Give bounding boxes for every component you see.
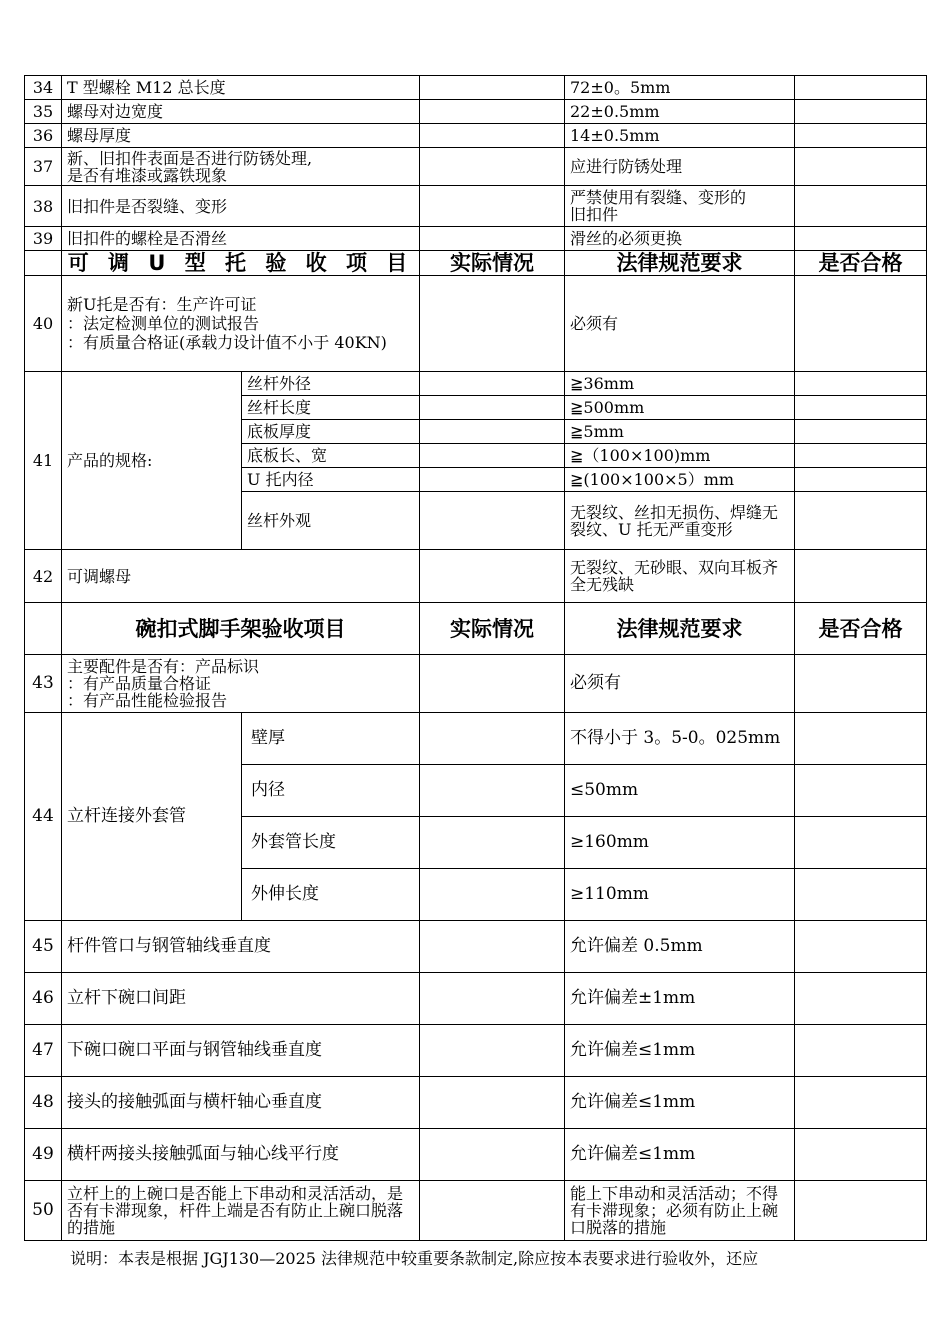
requirement-cell: 必须有 <box>565 655 795 713</box>
pass-cell[interactable] <box>795 372 927 396</box>
pass-cell[interactable] <box>795 148 927 186</box>
actual-cell[interactable] <box>420 765 565 817</box>
pass-cell[interactable] <box>795 276 927 372</box>
header-actual: 实际情况 <box>420 603 565 655</box>
row-number: 45 <box>25 921 62 973</box>
requirement-cell: 必须有 <box>565 276 795 372</box>
table-row <box>25 1181 927 1241</box>
row-number: 42 <box>25 550 62 603</box>
actual-cell[interactable] <box>420 921 565 973</box>
actual-cell[interactable] <box>420 655 565 713</box>
requirement-cell: 14±0.5mm <box>565 124 795 148</box>
actual-cell[interactable] <box>420 186 565 227</box>
item-cell: 立杆上的上碗口是否能上下串动和灵活活动，是否有卡滞现象，杆件上端是否有防止上碗口脱落的措施 <box>62 1181 420 1241</box>
table-row <box>25 550 927 603</box>
sub-item-cell: 外伸长度 <box>242 869 420 921</box>
pass-cell[interactable] <box>795 1129 927 1181</box>
row-number: 49 <box>25 1129 62 1181</box>
pass-cell[interactable] <box>795 973 927 1025</box>
row-number: 34 <box>25 76 62 100</box>
section-header-row <box>25 603 927 655</box>
item-cell: 螺母厚度 <box>62 124 420 148</box>
table-row <box>25 1129 927 1181</box>
sub-item-cell: 壁厚 <box>242 713 420 765</box>
pass-cell[interactable] <box>795 468 927 492</box>
table-row <box>25 372 927 396</box>
row-number: 46 <box>25 973 62 1025</box>
acceptance-table <box>24 75 927 1241</box>
requirement-cell: ≤50mm <box>565 765 795 817</box>
table-row <box>25 100 927 124</box>
row-number: 47 <box>25 1025 62 1077</box>
pass-cell[interactable] <box>795 817 927 869</box>
header-pass: 是否合格 <box>795 251 927 276</box>
actual-cell[interactable] <box>420 973 565 1025</box>
item-cell: 螺母对边宽度 <box>62 100 420 124</box>
actual-cell[interactable] <box>420 1129 565 1181</box>
actual-cell[interactable] <box>420 1025 565 1077</box>
requirement-cell: ≧(100×100×5）mm <box>565 468 795 492</box>
table-row <box>25 186 927 227</box>
pass-cell[interactable] <box>795 1025 927 1077</box>
actual-cell[interactable] <box>420 713 565 765</box>
table-row <box>25 124 927 148</box>
header-pass: 是否合格 <box>795 603 927 655</box>
requirement-cell: 应进行防锈处理 <box>565 148 795 186</box>
actual-cell[interactable] <box>420 492 565 550</box>
item-cell: 杆件管口与钢管轴线垂直度 <box>62 921 420 973</box>
actual-cell[interactable] <box>420 76 565 100</box>
pass-cell[interactable] <box>795 186 927 227</box>
actual-cell[interactable] <box>420 817 565 869</box>
item-cell: 旧扣件的螺栓是否滑丝 <box>62 227 420 251</box>
table-row <box>25 148 927 186</box>
pass-cell[interactable] <box>795 124 927 148</box>
requirement-cell: ≥110mm <box>565 869 795 921</box>
table-row <box>25 921 927 973</box>
requirement-cell: 滑丝的必须更换 <box>565 227 795 251</box>
requirement-cell: 允许偏差≤1mm <box>565 1129 795 1181</box>
footnote: 说明：本表是根据 JGJ130—2025 法律规范中较重要条款制定,除应按本表要求进行验收外，还应 <box>70 1249 759 1268</box>
actual-cell[interactable] <box>420 372 565 396</box>
pass-cell[interactable] <box>795 396 927 420</box>
row-number: 41 <box>25 372 62 550</box>
row-number: 39 <box>25 227 62 251</box>
requirement-cell: 无裂纹、无砂眼、双向耳板齐全无残缺 <box>565 550 795 603</box>
group-cell: 产品的规格: <box>62 372 242 550</box>
item-cell: 横杆两接头接触弧面与轴心线平行度 <box>62 1129 420 1181</box>
sub-item-cell: 底板长、宽 <box>242 444 420 468</box>
requirement-cell: 允许偏差 0.5mm <box>565 921 795 973</box>
requirement-cell: 允许偏差≤1mm <box>565 1025 795 1077</box>
row-number: 44 <box>25 713 62 921</box>
requirement-cell: ≧（100×100)mm <box>565 444 795 468</box>
sub-item-cell: 丝杆长度 <box>242 396 420 420</box>
actual-cell[interactable] <box>420 869 565 921</box>
header-blank <box>25 251 62 276</box>
pass-cell[interactable] <box>795 921 927 973</box>
pass-cell[interactable] <box>795 869 927 921</box>
table-row <box>25 655 927 713</box>
section-title: 碗扣式脚手架验收项目 <box>62 603 420 655</box>
requirement-cell: 不得小于 3。5-0。025mm <box>565 713 795 765</box>
requirement-cell: ≥160mm <box>565 817 795 869</box>
item-cell: 可调螺母 <box>62 550 420 603</box>
requirement-cell: ≧36mm <box>565 372 795 396</box>
pass-cell[interactable] <box>795 765 927 817</box>
pass-cell[interactable] <box>795 227 927 251</box>
pass-cell[interactable] <box>795 100 927 124</box>
row-number: 50 <box>25 1181 62 1241</box>
row-number: 43 <box>25 655 62 713</box>
requirement-cell: 允许偏差≤1mm <box>565 1077 795 1129</box>
row-number: 35 <box>25 100 62 124</box>
row-number: 38 <box>25 186 62 227</box>
actual-cell[interactable] <box>420 124 565 148</box>
section-header-row <box>25 251 927 276</box>
table-row <box>25 973 927 1025</box>
item-cell: 新、旧扣件表面是否进行防锈处理, 是否有堆漆或露铁现象 <box>62 148 420 186</box>
section-title: 可 调 U 型 托 验 收 项 目 <box>62 251 420 276</box>
item-cell: 接头的接触弧面与横杆轴心垂直度 <box>62 1077 420 1129</box>
actual-cell[interactable] <box>420 276 565 372</box>
header-requirement: 法律规范要求 <box>565 251 795 276</box>
table-row <box>25 76 927 100</box>
group-cell: 立杆连接外套管 <box>62 713 242 921</box>
pass-cell[interactable] <box>795 713 927 765</box>
sub-item-cell: U 托内径 <box>242 468 420 492</box>
requirement-cell: 无裂纹、丝扣无损伤、焊缝无裂纹、U 托无严重变形 <box>565 492 795 550</box>
table-row <box>25 1025 927 1077</box>
table-row <box>25 1077 927 1129</box>
row-number: 40 <box>25 276 62 372</box>
item-cell: 旧扣件是否裂缝、变形 <box>62 186 420 227</box>
pass-cell[interactable] <box>795 1181 927 1241</box>
requirement-cell: ≧5mm <box>565 420 795 444</box>
actual-cell[interactable] <box>420 550 565 603</box>
actual-cell[interactable] <box>420 1077 565 1129</box>
sub-item-cell: 丝杆外观 <box>242 492 420 550</box>
requirement-cell: ≧500mm <box>565 396 795 420</box>
requirement-cell: 能上下串动和灵活活动；不得有卡滞现象；必须有防止上碗口脱落的措施 <box>565 1181 795 1241</box>
actual-cell[interactable] <box>420 444 565 468</box>
table-row <box>25 713 927 765</box>
actual-cell[interactable] <box>420 148 565 186</box>
row-number: 37 <box>25 148 62 186</box>
sub-item-cell: 底板厚度 <box>242 420 420 444</box>
requirement-cell: 72±0。5mm <box>565 76 795 100</box>
actual-cell[interactable] <box>420 227 565 251</box>
pass-cell[interactable] <box>795 76 927 100</box>
item-cell: 新U托是否有：生产许可证 ：法定检测单位的测试报告 ：有质量合格证(承载力设计值不小于 40KN) <box>62 276 420 372</box>
pass-cell[interactable] <box>795 444 927 468</box>
actual-cell[interactable] <box>420 396 565 420</box>
row-number: 36 <box>25 124 62 148</box>
actual-cell[interactable] <box>420 100 565 124</box>
header-requirement: 法律规范要求 <box>565 603 795 655</box>
sub-item-cell: 外套管长度 <box>242 817 420 869</box>
row-number: 48 <box>25 1077 62 1129</box>
requirement-cell: 22±0.5mm <box>565 100 795 124</box>
header-actual: 实际情况 <box>420 251 565 276</box>
actual-cell[interactable] <box>420 420 565 444</box>
table-row <box>25 276 927 372</box>
header-blank <box>25 603 62 655</box>
requirement-cell: 允许偏差±1mm <box>565 973 795 1025</box>
pass-cell[interactable] <box>795 492 927 550</box>
item-cell: T 型螺栓 M12 总长度 <box>62 76 420 100</box>
item-cell: 主要配件是否有：产品标识 ：有产品质量合格证 ：有产品性能检验报告 <box>62 655 420 713</box>
sub-item-cell: 内径 <box>242 765 420 817</box>
actual-cell[interactable] <box>420 468 565 492</box>
item-cell: 立杆下碗口间距 <box>62 973 420 1025</box>
table-row <box>25 227 927 251</box>
sub-item-cell: 丝杆外径 <box>242 372 420 396</box>
item-cell: 下碗口碗口平面与钢管轴线垂直度 <box>62 1025 420 1077</box>
pass-cell[interactable] <box>795 420 927 444</box>
pass-cell[interactable] <box>795 550 927 603</box>
requirement-cell: 严禁使用有裂缝、变形的 旧扣件 <box>565 186 795 227</box>
pass-cell[interactable] <box>795 655 927 713</box>
actual-cell[interactable] <box>420 1181 565 1241</box>
pass-cell[interactable] <box>795 1077 927 1129</box>
